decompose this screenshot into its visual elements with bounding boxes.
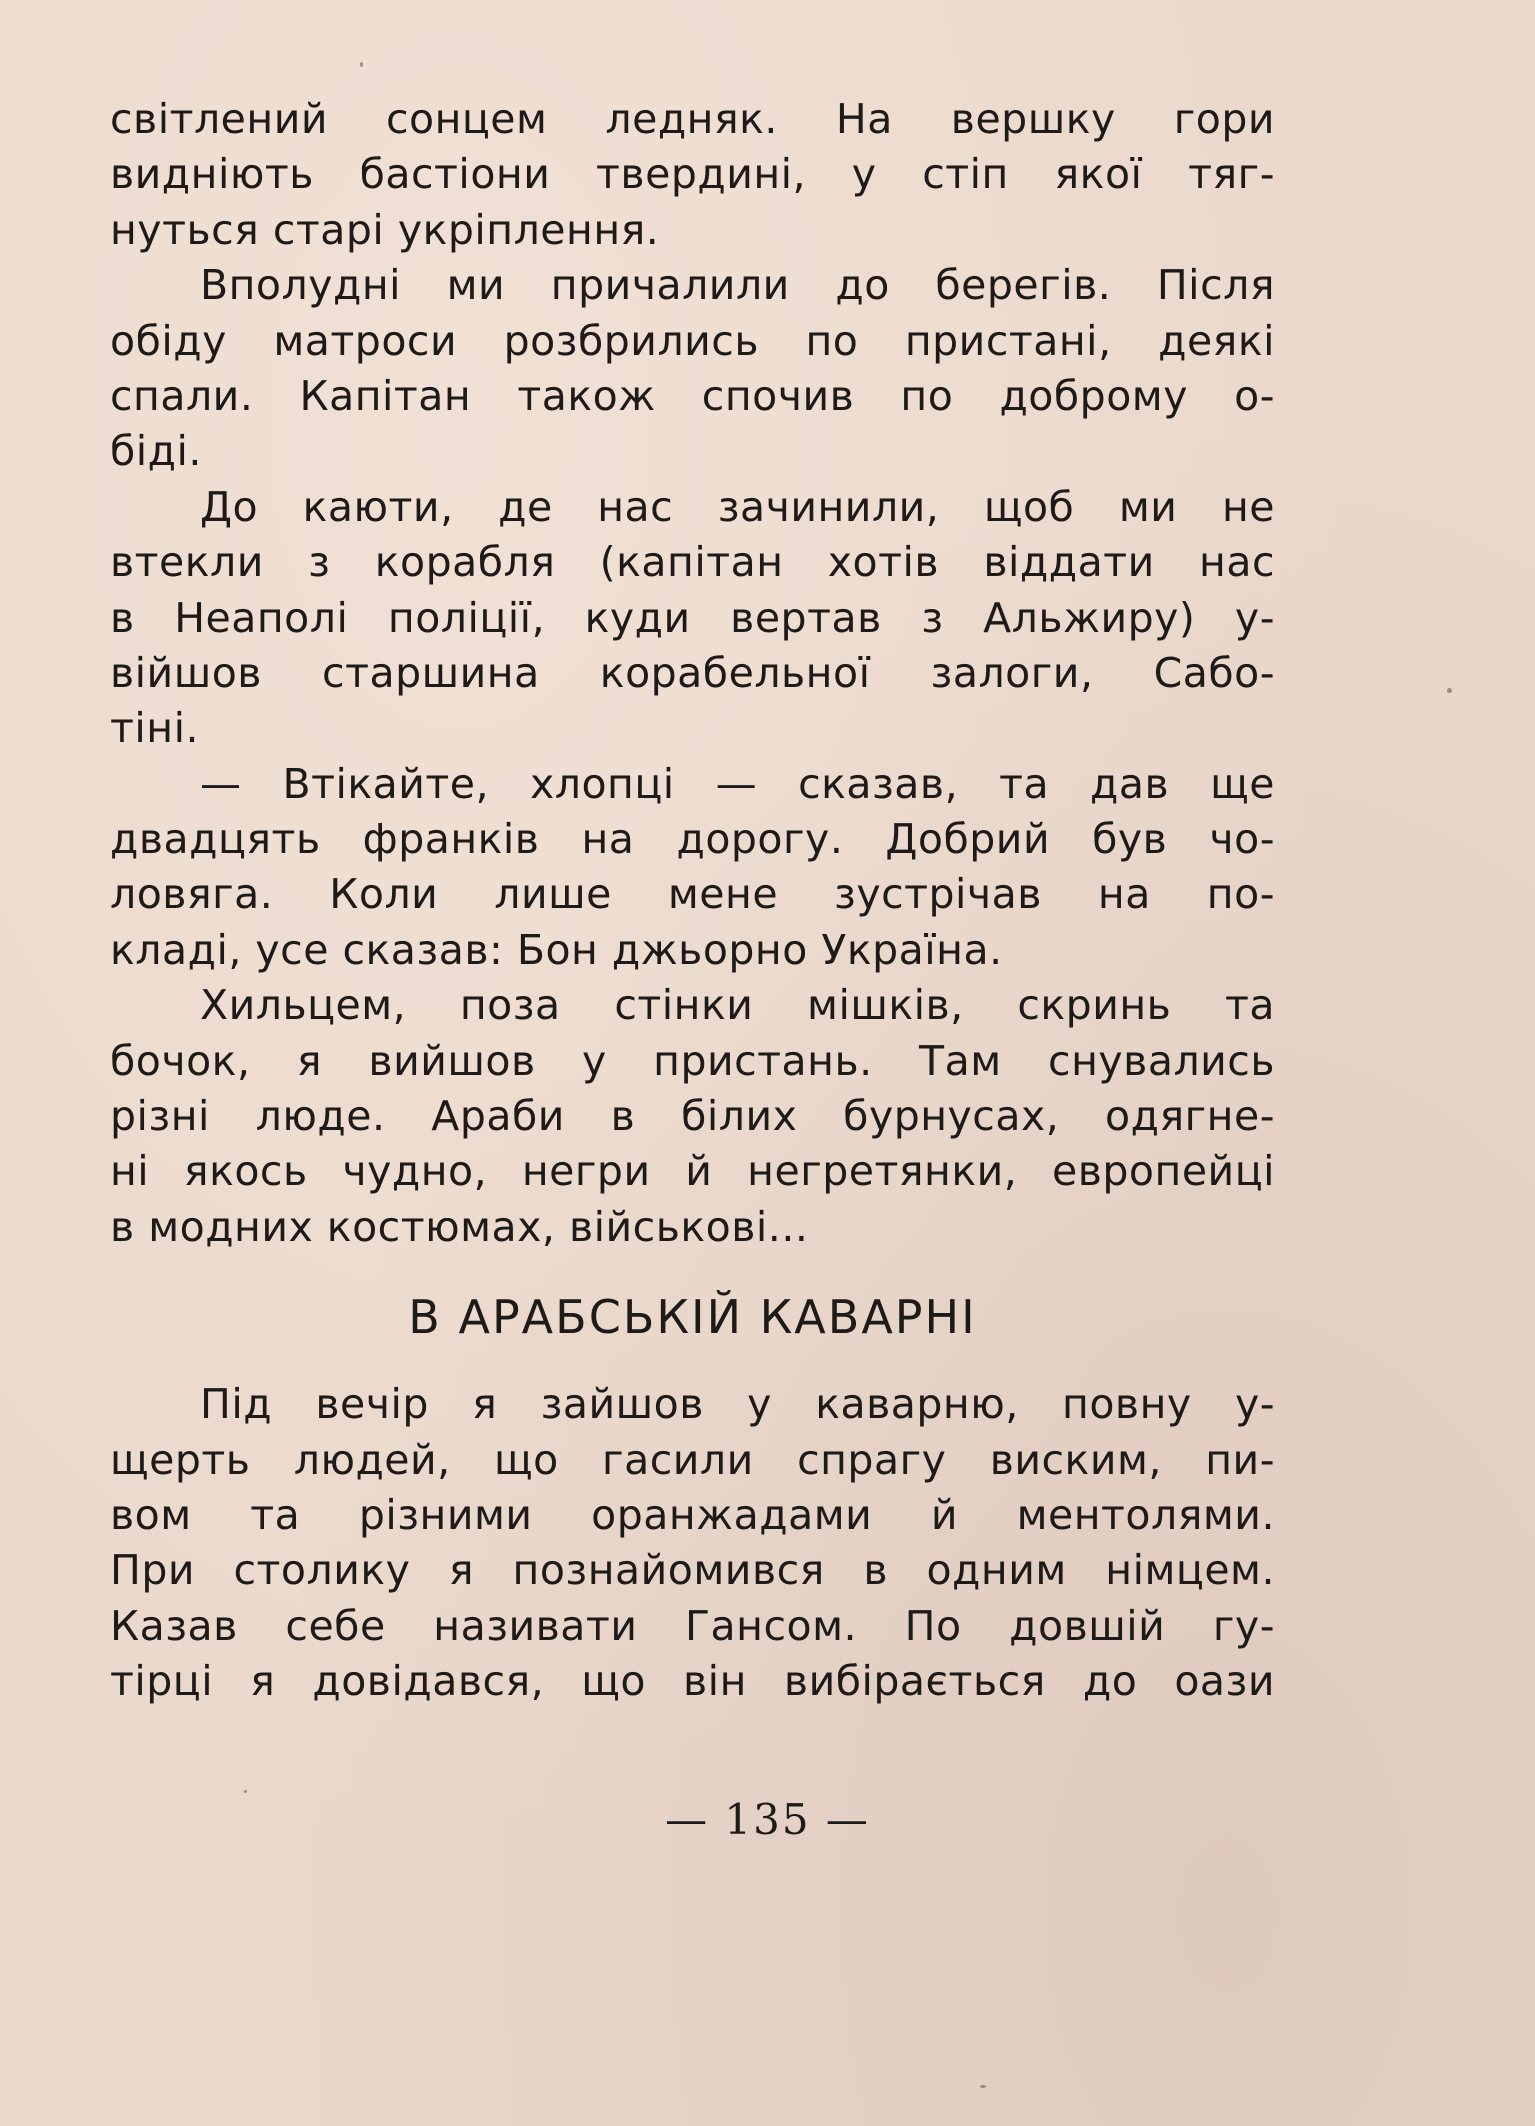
text-line: Під вечір я зайшов у каварню, повну у- [200, 1380, 1275, 1429]
text-line: щерть людей, що гасили спрагу виским, пи- [110, 1435, 1275, 1484]
text-line: втекли з корабля (капітан хотів віддати нас [110, 538, 1275, 587]
text-line: видніють бастіони твердині, у стіп якої тяг- [110, 150, 1275, 199]
text-line: двадцять франків на дорогу. Добрий був чо- [110, 815, 1275, 864]
text-line: Вполудні ми причалили до берегів. Після [200, 261, 1275, 310]
page-text [110, 92, 1275, 1710]
text-line: ловяга. Коли лише мене зустрічав на по- [110, 870, 1275, 919]
text-line: біді. [110, 427, 202, 476]
text-line: Хильцем, поза стінки мішків, скринь та [200, 981, 1275, 1030]
text-line: тіні. [110, 704, 200, 753]
text-line: обіду матроси розбрились по пристані, деякі [110, 316, 1275, 365]
text-line: При столику я познайомився в одним німцем. [110, 1546, 1275, 1595]
text-line: кладі, усе сказав: Бон джьорно Україна. [110, 925, 1003, 974]
text-line: нуться старі укріплення. [110, 205, 660, 254]
paper-speck [244, 1790, 247, 1793]
text-line: світлений сонцем ледняк. На вершку гори [110, 95, 1275, 143]
text-line: тірці я довідався, що він вибірається до оази [110, 1657, 1275, 1706]
text-line: спали. Капітан також спочив по доброму о- [110, 371, 1275, 420]
text-line: в Неаполі поліції, куди вертав з Альжиру) у- [110, 593, 1275, 642]
text-line: ні якось чудно, негри й негретянки, европейці [110, 1147, 1275, 1196]
body-paragraphs [110, 92, 1275, 1255]
page-number: — 135 — [665, 1795, 870, 1844]
section-heading: В АРАБСЬКІЙ КАВАРНІ [408, 1290, 977, 1345]
paper-speck [1447, 688, 1452, 693]
paper-speck [360, 62, 363, 67]
text-line: бочок, я вийшов у пристань. Там снувались [110, 1036, 1275, 1085]
text-line: в модних костюмах, військові... [110, 1202, 809, 1251]
text-line: Казав себе називати Гансом. По довшій гу- [110, 1601, 1275, 1650]
text-line: війшов старшина корабельної залоги, Сабо- [110, 648, 1275, 697]
text-line: різні люде. Араби в білих бурнусах, одягне- [110, 1092, 1275, 1141]
section-paragraph [110, 1377, 1275, 1709]
text-line: До каюти, де нас зачинили, щоб ми не [200, 482, 1275, 531]
text-line: вом та різними оранжадами й ментолями. [110, 1490, 1275, 1539]
text-line: — Втікайте, хлопці — сказав, та дав ще [200, 759, 1275, 808]
paper-speck [980, 2085, 986, 2088]
